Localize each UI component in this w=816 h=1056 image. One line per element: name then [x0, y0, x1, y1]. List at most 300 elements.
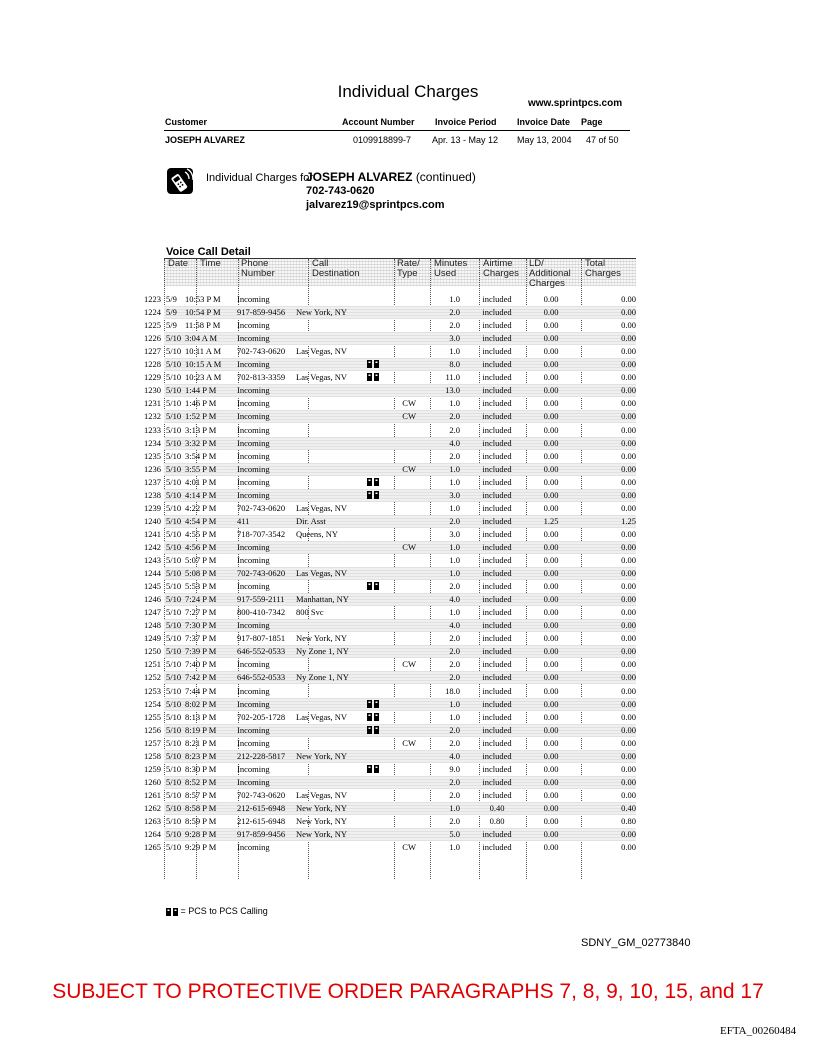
- call-date: 5/10: [166, 763, 182, 774]
- airtime-charges: included: [482, 463, 512, 474]
- call-time: 1:52 P M: [185, 411, 217, 422]
- call-destination: Ny Zone 1, NY: [296, 672, 349, 683]
- table-row: [144, 724, 636, 737]
- call-time: 8:58 P M: [185, 802, 217, 813]
- call-time: 10:23 A M: [185, 372, 222, 383]
- call-destination: New York, NY: [296, 633, 348, 644]
- continued-note: (continued): [415, 170, 476, 184]
- call-date: 5/10: [166, 633, 182, 644]
- col-rate-type: [397, 259, 420, 279]
- airtime-charges: included: [482, 424, 512, 435]
- total-charges: 0.00: [621, 607, 636, 618]
- minutes-used: 1.0: [449, 711, 460, 722]
- col-airtime-line1: Airtime: [483, 258, 513, 269]
- row-number: 1264: [144, 829, 161, 840]
- airtime-charges: included: [482, 776, 512, 787]
- minutes-used: 1.0: [449, 802, 460, 813]
- col-total-line2: Charges: [585, 268, 621, 279]
- ld-additional-charges: 0.00: [543, 737, 559, 748]
- call-date: 5/10: [166, 424, 182, 435]
- call-date: 5/10: [166, 541, 182, 552]
- phone-number: Incoming: [237, 450, 270, 461]
- total-charges: 0.00: [621, 450, 636, 461]
- call-date: 5/10: [166, 829, 182, 840]
- minutes-used: 2.0: [449, 646, 460, 657]
- pcs-to-pcs-icon: [367, 765, 379, 773]
- total-charges: 0.00: [621, 646, 636, 657]
- call-date: 5/10: [166, 568, 182, 579]
- minutes-used: 2.0: [449, 776, 460, 787]
- minutes-used: 4.0: [449, 750, 460, 761]
- call-date: 5/10: [166, 842, 182, 853]
- ld-additional-charges: 0.00: [543, 307, 559, 318]
- airtime-charges: included: [482, 502, 512, 513]
- subscriber-name: JOSEPH ALVAREZ: [306, 170, 413, 184]
- call-destination: Manhattan, NY: [296, 594, 349, 605]
- phone-number: 800-410-7342: [237, 607, 286, 618]
- call-time: 8:19 P M: [185, 724, 217, 735]
- total-charges: 0.00: [621, 541, 636, 552]
- minutes-used: 1.0: [449, 398, 460, 409]
- table-row: [144, 541, 636, 554]
- table-row: [144, 580, 636, 593]
- call-time: 3:55 P M: [185, 463, 217, 474]
- phone-number: 646-552-0533: [237, 672, 286, 683]
- row-number: 1228: [144, 359, 161, 370]
- invoice-date: May 13, 2004: [517, 135, 572, 145]
- minutes-used: 2.0: [449, 789, 460, 800]
- minutes-used: 1.0: [449, 607, 460, 618]
- pcs-to-pcs-icon: [367, 491, 379, 499]
- total-charges: 0.00: [621, 672, 636, 683]
- call-time: 1:44 P M: [185, 385, 217, 396]
- total-charges: 0.80: [621, 816, 636, 826]
- airtime-charges: included: [482, 829, 512, 840]
- ld-additional-charges: 0.00: [543, 659, 559, 670]
- minutes-used: 5.0: [449, 829, 460, 840]
- airtime-charges: included: [482, 359, 512, 370]
- rate-type: CW: [402, 659, 416, 670]
- total-charges: 0.00: [621, 528, 636, 539]
- row-number: 1247: [144, 607, 161, 618]
- minutes-used: 9.0: [449, 763, 460, 774]
- col-minutes: [434, 259, 467, 279]
- phone-number: Incoming: [237, 555, 270, 565]
- page-title: Individual Charges: [337, 82, 479, 101]
- call-time: 7:37 P M: [185, 633, 217, 644]
- total-charges: 0.00: [621, 411, 636, 422]
- col-airtime-line2: Charges: [483, 268, 519, 279]
- call-time: 7:44 P M: [185, 685, 217, 696]
- call-date: 5/10: [166, 346, 182, 357]
- ld-additional-charges: 0.00: [543, 829, 559, 840]
- airtime-charges: included: [482, 528, 512, 539]
- phone-number: 702-205-1728: [237, 711, 286, 722]
- phone-number: Incoming: [237, 437, 270, 448]
- call-date: 5/10: [166, 672, 182, 683]
- ld-additional-charges: 0.00: [543, 842, 559, 853]
- call-time: 10:15 A M: [185, 359, 222, 370]
- total-charges: 0.00: [621, 463, 636, 474]
- airtime-charges: included: [482, 646, 512, 657]
- charges-for-label: Individual Charges for: [206, 172, 314, 184]
- ld-additional-charges: 0.00: [543, 541, 559, 552]
- minutes-used: 1.0: [449, 294, 460, 304]
- ld-additional-charges: 0.00: [543, 698, 559, 709]
- call-date: 5/10: [166, 750, 182, 761]
- total-charges: 0.00: [621, 555, 636, 565]
- row-number: 1231: [144, 398, 161, 409]
- airtime-charges: included: [482, 711, 512, 722]
- airtime-charges: included: [482, 659, 512, 670]
- call-time: 7:42 P M: [185, 672, 217, 683]
- minutes-used: 1.0: [449, 568, 460, 579]
- customer-name: JOSEPH ALVAREZ: [165, 135, 245, 145]
- ld-additional-charges: 0.00: [543, 463, 559, 474]
- row-number: 1223: [144, 294, 161, 304]
- ld-additional-charges: 0.00: [543, 711, 559, 722]
- phone-number: 917-807-1851: [237, 633, 286, 644]
- call-date: 5/10: [166, 398, 182, 409]
- rate-type: CW: [402, 398, 416, 409]
- minutes-used: 2.0: [449, 515, 460, 526]
- total-charges: 0.00: [621, 829, 636, 840]
- pcs-to-pcs-icon: [367, 360, 379, 368]
- call-time: 3:13 P M: [185, 424, 217, 435]
- table-row: [144, 671, 636, 684]
- phone-number: Incoming: [237, 737, 270, 748]
- table-row: [144, 450, 636, 463]
- ld-additional-charges: 0.00: [543, 672, 559, 683]
- table-row: [144, 593, 636, 606]
- ld-additional-charges: 0.00: [543, 750, 559, 761]
- table-row: [144, 476, 636, 489]
- bates-number: SDNY_GM_02773840: [581, 937, 691, 949]
- airtime-charges: included: [482, 320, 512, 331]
- call-date: 5/10: [166, 372, 182, 383]
- row-number: 1257: [144, 737, 161, 748]
- phone-number: Incoming: [237, 698, 270, 709]
- call-date: 5/9: [166, 320, 177, 331]
- phone-number: 212-615-6948: [237, 802, 286, 813]
- call-date: 5/10: [166, 502, 182, 513]
- airtime-charges: included: [482, 450, 512, 461]
- ld-additional-charges: 0.00: [543, 320, 559, 331]
- minutes-used: 2.0: [449, 320, 460, 331]
- row-number: 1226: [144, 333, 161, 344]
- rate-type: CW: [402, 411, 416, 422]
- call-destination: Las Vegas, NV: [296, 789, 348, 800]
- total-charges: 0.00: [621, 385, 636, 396]
- minutes-used: 2.0: [449, 737, 460, 748]
- row-number: 1242: [144, 541, 161, 552]
- call-date: 5/10: [166, 698, 182, 709]
- table-row: [144, 332, 636, 345]
- call-time: 4:56 P M: [185, 541, 217, 552]
- total-charges: 0.00: [621, 633, 636, 644]
- ld-additional-charges: 0.00: [543, 724, 559, 735]
- ld-additional-charges: 0.00: [543, 476, 559, 487]
- phone-number: Incoming: [237, 489, 270, 500]
- row-number: 1224: [144, 307, 161, 318]
- airtime-charges: included: [482, 489, 512, 500]
- call-time: 8:52 P M: [185, 776, 217, 787]
- minutes-used: 2.0: [449, 307, 460, 318]
- minutes-used: 2.0: [449, 411, 460, 422]
- total-charges: 0.00: [621, 294, 636, 304]
- phone-number: Incoming: [237, 541, 270, 552]
- call-time: 8:13 P M: [185, 711, 217, 722]
- ld-additional-charges: 0.00: [543, 489, 559, 500]
- phone-number: 702-743-0620: [237, 346, 286, 357]
- call-destination: Las Vegas, NV: [296, 346, 348, 357]
- legend-text: = PCS to PCS Calling: [180, 906, 268, 916]
- call-date: 5/10: [166, 620, 182, 631]
- airtime-charges: included: [482, 594, 512, 605]
- col-total: [585, 259, 621, 279]
- call-destination: New York, NY: [296, 802, 348, 813]
- call-date: 5/9: [166, 307, 177, 318]
- total-charges: 0.00: [621, 424, 636, 435]
- website-url: www.sprintpcs.com: [528, 98, 623, 109]
- airtime-charges: included: [482, 737, 512, 748]
- airtime-charges: included: [482, 724, 512, 735]
- row-number: 1240: [144, 515, 161, 526]
- pcs-to-pcs-icon: [367, 478, 379, 486]
- total-charges: 0.00: [621, 568, 636, 579]
- minutes-used: 1.0: [449, 842, 460, 853]
- airtime-charges: included: [482, 568, 512, 579]
- ld-additional-charges: 0.00: [543, 685, 559, 696]
- pcs-to-pcs-icon: [166, 908, 178, 916]
- ld-additional-charges: 0.00: [543, 450, 559, 461]
- total-charges: 0.00: [621, 333, 636, 344]
- call-time: 7:39 P M: [185, 646, 217, 657]
- table-row: [144, 619, 636, 632]
- call-time: 4:22 P M: [185, 502, 217, 513]
- airtime-charges: 0.80: [489, 816, 505, 826]
- call-destination: Queens, NY: [296, 528, 339, 539]
- call-time: 8:59 P M: [185, 816, 217, 826]
- minutes-used: 2.0: [449, 450, 460, 461]
- table-row: [144, 685, 636, 698]
- col-destination-line2: Destination: [312, 268, 360, 279]
- airtime-charges: included: [482, 607, 512, 618]
- total-charges: 0.00: [621, 776, 636, 787]
- phone-number: 212-615-6948: [237, 816, 286, 826]
- invoice-date-label: Invoice Date: [517, 117, 571, 127]
- total-charges: 1.25: [621, 515, 636, 526]
- total-charges: 0.00: [621, 502, 636, 513]
- call-date: 5/10: [166, 528, 182, 539]
- phone-number: 702-743-0620: [237, 502, 286, 513]
- minutes-used: 3.0: [449, 333, 460, 344]
- table-row: [144, 515, 636, 528]
- protective-order-notice: SUBJECT TO PROTECTIVE ORDER PARAGRAPHS 7, 8, 9, 10, 15, and 17: [52, 980, 764, 1003]
- table-row: [144, 645, 636, 658]
- total-charges: 0.00: [621, 581, 636, 592]
- minutes-used: 2.0: [449, 633, 460, 644]
- table-row: [144, 763, 636, 776]
- row-number: 1243: [144, 555, 161, 565]
- col-destination-line1: Call: [312, 258, 329, 269]
- ld-additional-charges: 0.00: [543, 528, 559, 539]
- table-row: [144, 841, 636, 854]
- call-date: 5/10: [166, 463, 182, 474]
- call-date: 5/10: [166, 789, 182, 800]
- row-number: 1252: [144, 672, 161, 683]
- ld-additional-charges: 0.00: [543, 594, 559, 605]
- phone-number: Incoming: [237, 763, 270, 774]
- airtime-charges: included: [482, 372, 512, 383]
- call-date: 5/10: [166, 581, 182, 592]
- call-date: 5/10: [166, 607, 182, 618]
- row-number: 1255: [144, 711, 161, 722]
- call-date: 5/9: [166, 294, 177, 304]
- phone-number: 917-559-2111: [237, 594, 285, 605]
- call-destination: Las Vegas, NV: [296, 372, 348, 383]
- ld-additional-charges: 0.00: [543, 385, 559, 396]
- table-row: [144, 606, 636, 619]
- call-date: 5/10: [166, 685, 182, 696]
- col-ld-additional: [529, 259, 571, 289]
- row-number: 1239: [144, 502, 161, 513]
- invoice-period-label: Invoice Period: [435, 117, 497, 127]
- airtime-charges: included: [482, 633, 512, 644]
- row-number: 1253: [144, 685, 161, 696]
- total-charges: 0.00: [621, 346, 636, 357]
- call-time: 9:29 P M: [185, 842, 217, 853]
- call-destination: Las Vegas, NV: [296, 711, 348, 722]
- phone-number: 702-743-0620: [237, 568, 286, 579]
- call-time: 3:04 A M: [185, 333, 218, 344]
- table-row: [144, 737, 636, 750]
- phone-number: 718-707-3542: [237, 528, 286, 539]
- total-charges: 0.00: [621, 307, 636, 318]
- col-phone: [241, 259, 275, 279]
- call-destination: Las Vegas, NV: [296, 568, 348, 579]
- airtime-charges: included: [482, 294, 512, 304]
- phone-number: 917-859-9456: [237, 829, 286, 840]
- total-charges: 0.00: [621, 685, 636, 696]
- rate-type: CW: [402, 842, 416, 853]
- col-time: [200, 259, 221, 269]
- col-destination: [312, 259, 360, 279]
- row-number: 1241: [144, 528, 161, 539]
- row-number: 1237: [144, 476, 161, 487]
- table-row: [144, 750, 636, 763]
- call-date: 5/10: [166, 515, 182, 526]
- ld-additional-charges: 0.00: [543, 816, 559, 826]
- total-charges: 0.00: [621, 750, 636, 761]
- col-minutes-line2: Used: [434, 268, 457, 279]
- call-destination: New York, NY: [296, 307, 348, 318]
- airtime-charges: included: [482, 385, 512, 396]
- table-row: [144, 293, 636, 306]
- phone-number: 646-552-0533: [237, 646, 286, 657]
- phone-number: 917-859-9456: [237, 307, 286, 318]
- minutes-used: 2.0: [449, 724, 460, 735]
- ld-additional-charges: 0.00: [543, 607, 559, 618]
- airtime-charges: included: [482, 581, 512, 592]
- call-date: 5/10: [166, 659, 182, 670]
- row-number: 1229: [144, 372, 161, 383]
- call-date: 5/10: [166, 711, 182, 722]
- account-number-label: Account Number: [342, 117, 415, 127]
- col-total-line1: Total: [585, 258, 606, 269]
- ld-additional-charges: 0.00: [543, 437, 559, 448]
- table-row: [144, 698, 636, 711]
- phone-number: Incoming: [237, 294, 270, 304]
- table-row: [144, 345, 636, 358]
- col-date: [168, 259, 188, 269]
- airtime-charges: included: [482, 476, 512, 487]
- call-date: 5/10: [166, 450, 182, 461]
- minutes-used: 1.0: [449, 541, 460, 552]
- page-number: 47 of 50: [586, 135, 619, 145]
- total-charges: 0.00: [621, 711, 636, 722]
- row-number: 1251: [144, 659, 161, 670]
- call-destination: New York, NY: [296, 816, 348, 826]
- call-time: 3:54 P M: [185, 450, 217, 461]
- airtime-charges: included: [482, 307, 512, 318]
- call-date: 5/10: [166, 476, 182, 487]
- call-time: 10:54 P M: [185, 307, 221, 318]
- rate-type: CW: [402, 737, 416, 748]
- call-date: 5/10: [166, 724, 182, 735]
- phone-number: Incoming: [237, 424, 270, 435]
- row-number: 1248: [144, 620, 161, 631]
- phone-number: Incoming: [237, 398, 270, 409]
- call-time: 7:27 P M: [185, 607, 217, 618]
- row-number: 1234: [144, 437, 161, 448]
- table-row: [144, 463, 636, 476]
- header-divider: [164, 130, 630, 131]
- row-number: 1245: [144, 581, 161, 592]
- row-number: 1230: [144, 385, 161, 396]
- call-time: 5:53 P M: [185, 581, 217, 592]
- call-time: 8:30 P M: [185, 763, 217, 774]
- airtime-charges: 0.40: [489, 802, 505, 813]
- phone-number: 212-228-5817: [237, 750, 286, 761]
- table-row: [144, 502, 636, 515]
- rate-type: CW: [402, 541, 416, 552]
- phone-number: Incoming: [237, 359, 270, 370]
- row-number: 1225: [144, 320, 161, 331]
- ld-additional-charges: 0.00: [543, 359, 559, 370]
- ld-additional-charges: 1.25: [543, 515, 559, 526]
- row-number: 1235: [144, 450, 161, 461]
- call-time: 4:55 P M: [185, 528, 217, 539]
- total-charges: 0.00: [621, 763, 636, 774]
- call-date: 5/10: [166, 359, 182, 370]
- call-time: 4:54 P M: [185, 515, 217, 526]
- total-charges: 0.00: [621, 659, 636, 670]
- efta-number: EFTA_00260484: [720, 1025, 797, 1037]
- row-number: 1244: [144, 568, 161, 579]
- table-row: [144, 437, 636, 450]
- call-time: 4:01 P M: [185, 476, 217, 487]
- col-rate-line2: Type: [397, 268, 418, 279]
- row-number: 1256: [144, 724, 161, 735]
- total-charges: 0.00: [621, 372, 636, 383]
- total-charges: 0.00: [621, 737, 636, 748]
- phone-number: Incoming: [237, 842, 270, 853]
- call-date: 5/10: [166, 776, 182, 787]
- table-row: [144, 567, 636, 580]
- airtime-charges: included: [482, 437, 512, 448]
- table-row: [144, 319, 636, 332]
